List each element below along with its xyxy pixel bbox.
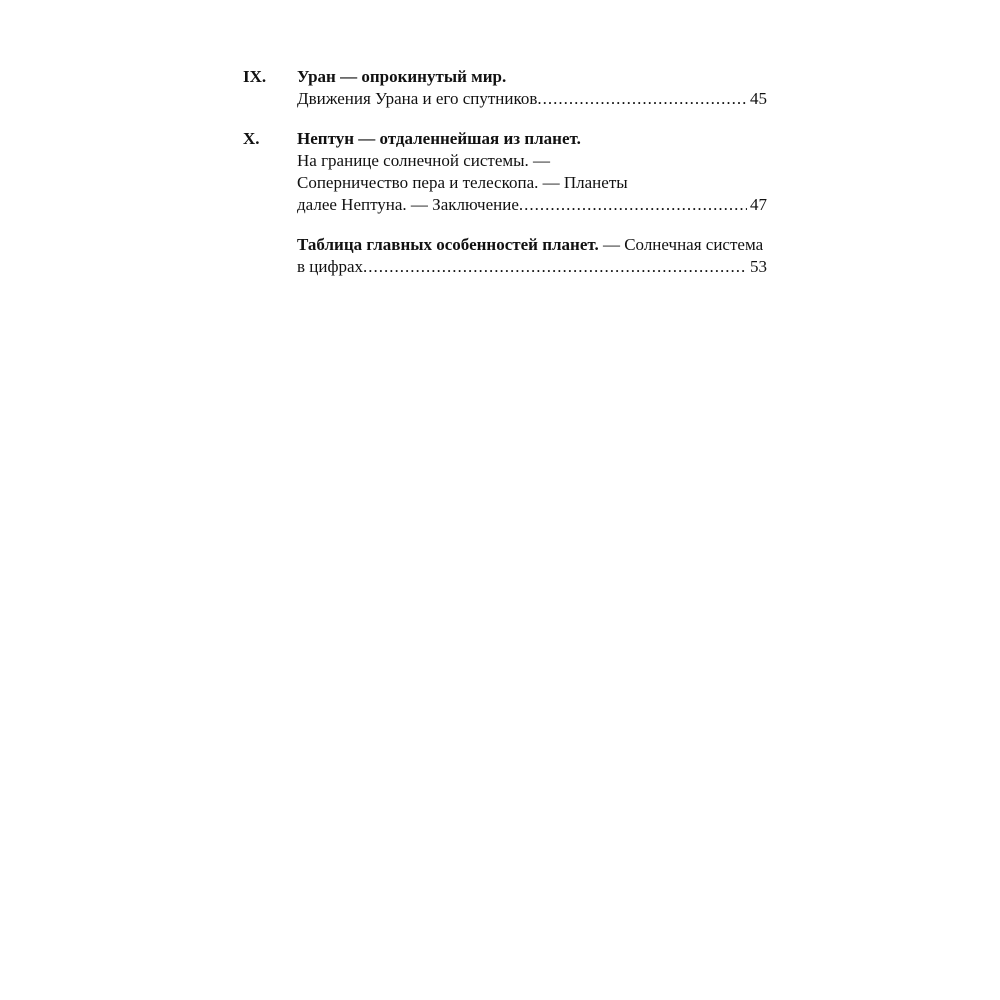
toc-entry-chapter-10[interactable]: [243, 128, 767, 216]
chapter-title: Уран — опрокинутый мир.: [297, 67, 507, 86]
dot-leader: [363, 256, 747, 278]
appendix-title-rest: — Солнечная система: [598, 235, 764, 254]
appendix-title-line: [297, 234, 767, 256]
chapter-numeral: X.: [243, 129, 260, 148]
entry-last-line: [297, 194, 767, 216]
entry-text: Движения Урана и его спутников: [297, 89, 538, 108]
appendix-title: Таблица главных особенностей планет.: [297, 235, 599, 254]
entry-text: в цифрах: [297, 257, 364, 276]
entry-last-line: [297, 256, 767, 278]
entry-body: [297, 234, 767, 278]
page-number: 45: [750, 89, 767, 108]
toc-entry-chapter-9[interactable]: [243, 66, 767, 110]
page-number: 47: [750, 195, 767, 214]
entry-last-line: [297, 88, 767, 110]
toc-entry-appendix[interactable]: [243, 234, 767, 278]
page-number: 53: [750, 257, 767, 276]
entry-body: [297, 128, 767, 216]
entry-text: Соперничество пера и телескопа. — Планеты: [297, 173, 628, 192]
entry-body: [297, 66, 767, 110]
dot-leader: [519, 194, 747, 216]
entry-text: На границе солнечной системы. —: [297, 151, 551, 170]
chapter-title: Нептун — отдаленнейшая из планет.: [297, 129, 581, 148]
entry-text: далее Нептуна. — Заключение: [297, 195, 519, 214]
dot-leader: [537, 88, 747, 110]
table-of-contents: [243, 66, 767, 296]
chapter-numeral: IX.: [243, 67, 267, 86]
